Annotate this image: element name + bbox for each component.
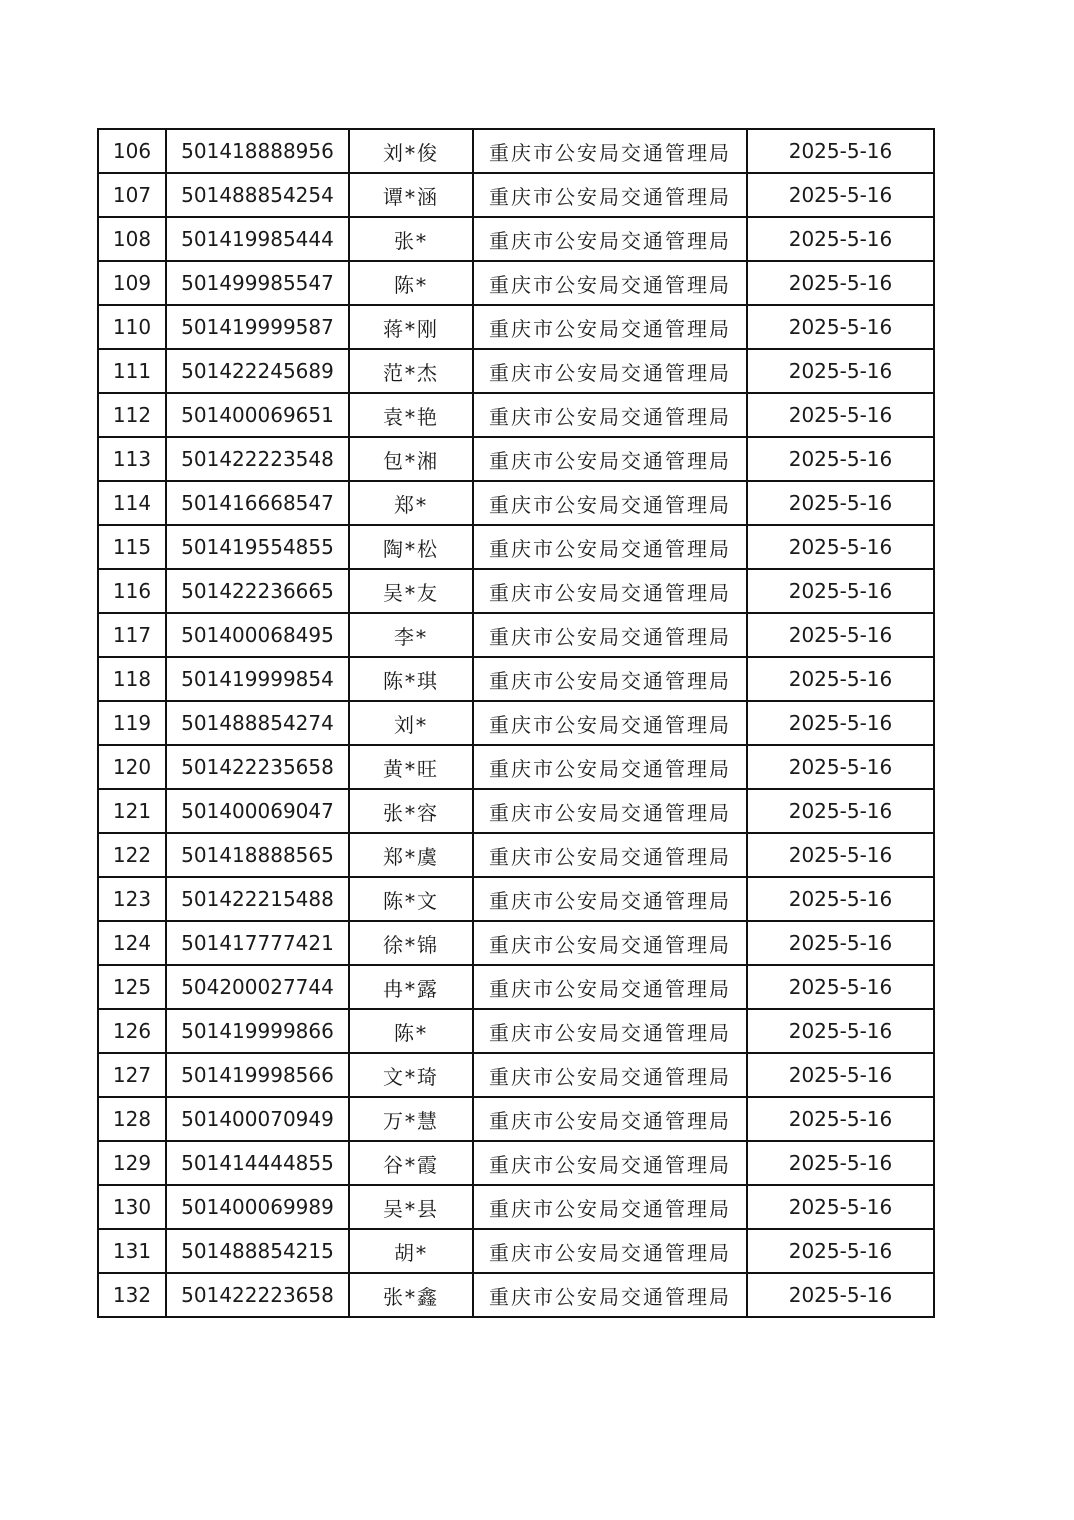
date-cell: 2025-5-16 <box>747 1229 934 1273</box>
date-cell: 2025-5-16 <box>747 393 934 437</box>
id-number-cell: 501419999854 <box>166 657 349 701</box>
id-number-cell: 501422245689 <box>166 349 349 393</box>
person-name-cell: 郑* <box>349 481 473 525</box>
organization-cell: 重庆市公安局交通管理局 <box>473 965 747 1009</box>
person-name-cell: 谭*涵 <box>349 173 473 217</box>
id-number-cell: 501400069989 <box>166 1185 349 1229</box>
row-number-cell: 129 <box>98 1141 166 1185</box>
organization-cell: 重庆市公安局交通管理局 <box>473 921 747 965</box>
id-number-cell: 501488854274 <box>166 701 349 745</box>
table-row <box>98 437 934 481</box>
row-number-cell: 132 <box>98 1273 166 1317</box>
id-number-cell: 501418888565 <box>166 833 349 877</box>
date-cell: 2025-5-16 <box>747 525 934 569</box>
date-cell: 2025-5-16 <box>747 217 934 261</box>
person-name-cell: 陈*琪 <box>349 657 473 701</box>
date-cell: 2025-5-16 <box>747 1009 934 1053</box>
row-number-cell: 106 <box>98 129 166 173</box>
organization-cell: 重庆市公安局交通管理局 <box>473 1273 747 1317</box>
person-name-cell: 袁*艳 <box>349 393 473 437</box>
row-number-cell: 114 <box>98 481 166 525</box>
row-number-cell: 121 <box>98 789 166 833</box>
id-number-cell: 501418888956 <box>166 129 349 173</box>
table-row <box>98 1053 934 1097</box>
person-name-cell: 郑*虞 <box>349 833 473 877</box>
date-cell: 2025-5-16 <box>747 305 934 349</box>
table-row <box>98 525 934 569</box>
organization-cell: 重庆市公安局交通管理局 <box>473 1229 747 1273</box>
organization-cell: 重庆市公安局交通管理局 <box>473 481 747 525</box>
row-number-cell: 126 <box>98 1009 166 1053</box>
id-number-cell: 501419999866 <box>166 1009 349 1053</box>
organization-cell: 重庆市公安局交通管理局 <box>473 569 747 613</box>
organization-cell: 重庆市公安局交通管理局 <box>473 173 747 217</box>
table-row <box>98 789 934 833</box>
date-cell: 2025-5-16 <box>747 745 934 789</box>
table-row <box>98 569 934 613</box>
row-number-cell: 107 <box>98 173 166 217</box>
organization-cell: 重庆市公安局交通管理局 <box>473 525 747 569</box>
row-number-cell: 131 <box>98 1229 166 1273</box>
person-name-cell: 刘* <box>349 701 473 745</box>
person-name-cell: 万*慧 <box>349 1097 473 1141</box>
organization-cell: 重庆市公安局交通管理局 <box>473 129 747 173</box>
date-cell: 2025-5-16 <box>747 1141 934 1185</box>
date-cell: 2025-5-16 <box>747 1273 934 1317</box>
table-row <box>98 1141 934 1185</box>
table-row <box>98 217 934 261</box>
organization-cell: 重庆市公安局交通管理局 <box>473 833 747 877</box>
organization-cell: 重庆市公安局交通管理局 <box>473 789 747 833</box>
id-number-cell: 501422223658 <box>166 1273 349 1317</box>
row-number-cell: 109 <box>98 261 166 305</box>
row-number-cell: 108 <box>98 217 166 261</box>
row-number-cell: 124 <box>98 921 166 965</box>
row-number-cell: 130 <box>98 1185 166 1229</box>
table-row <box>98 613 934 657</box>
date-cell: 2025-5-16 <box>747 877 934 921</box>
person-name-cell: 包*湘 <box>349 437 473 481</box>
date-cell: 2025-5-16 <box>747 701 934 745</box>
table-row <box>98 921 934 965</box>
person-name-cell: 张* <box>349 217 473 261</box>
id-number-cell: 501400068495 <box>166 613 349 657</box>
table-row <box>98 349 934 393</box>
organization-cell: 重庆市公安局交通管理局 <box>473 1141 747 1185</box>
date-cell: 2025-5-16 <box>747 1053 934 1097</box>
date-cell: 2025-5-16 <box>747 173 934 217</box>
row-number-cell: 127 <box>98 1053 166 1097</box>
table-row <box>98 657 934 701</box>
person-name-cell: 胡* <box>349 1229 473 1273</box>
table-row <box>98 481 934 525</box>
row-number-cell: 116 <box>98 569 166 613</box>
row-number-cell: 113 <box>98 437 166 481</box>
person-name-cell: 刘*俊 <box>349 129 473 173</box>
id-number-cell: 501414444855 <box>166 1141 349 1185</box>
id-number-cell: 501419985444 <box>166 217 349 261</box>
row-number-cell: 125 <box>98 965 166 1009</box>
person-name-cell: 张*鑫 <box>349 1273 473 1317</box>
id-number-cell: 501422235658 <box>166 745 349 789</box>
row-number-cell: 123 <box>98 877 166 921</box>
organization-cell: 重庆市公安局交通管理局 <box>473 437 747 481</box>
table-row <box>98 701 934 745</box>
id-number-cell: 501499985547 <box>166 261 349 305</box>
organization-cell: 重庆市公安局交通管理局 <box>473 1009 747 1053</box>
table-row <box>98 965 934 1009</box>
organization-cell: 重庆市公安局交通管理局 <box>473 745 747 789</box>
date-cell: 2025-5-16 <box>747 481 934 525</box>
row-number-cell: 118 <box>98 657 166 701</box>
record-table <box>97 128 935 1318</box>
id-number-cell: 501422223548 <box>166 437 349 481</box>
table-row <box>98 1185 934 1229</box>
date-cell: 2025-5-16 <box>747 965 934 1009</box>
row-number-cell: 115 <box>98 525 166 569</box>
id-number-cell: 501400070949 <box>166 1097 349 1141</box>
organization-cell: 重庆市公安局交通管理局 <box>473 349 747 393</box>
table-row <box>98 129 934 173</box>
table-row <box>98 1273 934 1317</box>
person-name-cell: 谷*霞 <box>349 1141 473 1185</box>
table-row <box>98 877 934 921</box>
organization-cell: 重庆市公安局交通管理局 <box>473 261 747 305</box>
id-number-cell: 501422236665 <box>166 569 349 613</box>
table-body <box>98 129 934 1317</box>
date-cell: 2025-5-16 <box>747 1097 934 1141</box>
table-row <box>98 261 934 305</box>
organization-cell: 重庆市公安局交通管理局 <box>473 1053 747 1097</box>
id-number-cell: 501419554855 <box>166 525 349 569</box>
id-number-cell: 501400069047 <box>166 789 349 833</box>
person-name-cell: 黄*旺 <box>349 745 473 789</box>
table-row <box>98 393 934 437</box>
id-number-cell: 501417777421 <box>166 921 349 965</box>
person-name-cell: 蒋*刚 <box>349 305 473 349</box>
organization-cell: 重庆市公安局交通管理局 <box>473 1097 747 1141</box>
id-number-cell: 501419999587 <box>166 305 349 349</box>
organization-cell: 重庆市公安局交通管理局 <box>473 1185 747 1229</box>
date-cell: 2025-5-16 <box>747 129 934 173</box>
organization-cell: 重庆市公安局交通管理局 <box>473 613 747 657</box>
date-cell: 2025-5-16 <box>747 349 934 393</box>
row-number-cell: 112 <box>98 393 166 437</box>
person-name-cell: 吴*县 <box>349 1185 473 1229</box>
id-number-cell: 501488854215 <box>166 1229 349 1273</box>
table-row <box>98 833 934 877</box>
table-row <box>98 1009 934 1053</box>
row-number-cell: 117 <box>98 613 166 657</box>
organization-cell: 重庆市公安局交通管理局 <box>473 701 747 745</box>
id-number-cell: 501416668547 <box>166 481 349 525</box>
person-name-cell: 冉*露 <box>349 965 473 1009</box>
date-cell: 2025-5-16 <box>747 437 934 481</box>
id-number-cell: 501419998566 <box>166 1053 349 1097</box>
organization-cell: 重庆市公安局交通管理局 <box>473 217 747 261</box>
person-name-cell: 陈* <box>349 261 473 305</box>
date-cell: 2025-5-16 <box>747 789 934 833</box>
organization-cell: 重庆市公安局交通管理局 <box>473 657 747 701</box>
date-cell: 2025-5-16 <box>747 261 934 305</box>
person-name-cell: 陈*文 <box>349 877 473 921</box>
row-number-cell: 120 <box>98 745 166 789</box>
table-row <box>98 745 934 789</box>
row-number-cell: 128 <box>98 1097 166 1141</box>
table-row <box>98 305 934 349</box>
id-number-cell: 501488854254 <box>166 173 349 217</box>
table-row <box>98 173 934 217</box>
organization-cell: 重庆市公安局交通管理局 <box>473 393 747 437</box>
person-name-cell: 陶*松 <box>349 525 473 569</box>
id-number-cell: 501422215488 <box>166 877 349 921</box>
person-name-cell: 李* <box>349 613 473 657</box>
row-number-cell: 110 <box>98 305 166 349</box>
person-name-cell: 徐*锦 <box>349 921 473 965</box>
date-cell: 2025-5-16 <box>747 1185 934 1229</box>
table-row <box>98 1229 934 1273</box>
person-name-cell: 陈* <box>349 1009 473 1053</box>
organization-cell: 重庆市公安局交通管理局 <box>473 877 747 921</box>
date-cell: 2025-5-16 <box>747 569 934 613</box>
date-cell: 2025-5-16 <box>747 657 934 701</box>
person-name-cell: 张*容 <box>349 789 473 833</box>
date-cell: 2025-5-16 <box>747 613 934 657</box>
id-number-cell: 504200027744 <box>166 965 349 1009</box>
person-name-cell: 吴*友 <box>349 569 473 613</box>
person-name-cell: 范*杰 <box>349 349 473 393</box>
person-name-cell: 文*琦 <box>349 1053 473 1097</box>
organization-cell: 重庆市公安局交通管理局 <box>473 305 747 349</box>
id-number-cell: 501400069651 <box>166 393 349 437</box>
date-cell: 2025-5-16 <box>747 921 934 965</box>
date-cell: 2025-5-16 <box>747 833 934 877</box>
table-row <box>98 1097 934 1141</box>
row-number-cell: 111 <box>98 349 166 393</box>
row-number-cell: 119 <box>98 701 166 745</box>
row-number-cell: 122 <box>98 833 166 877</box>
